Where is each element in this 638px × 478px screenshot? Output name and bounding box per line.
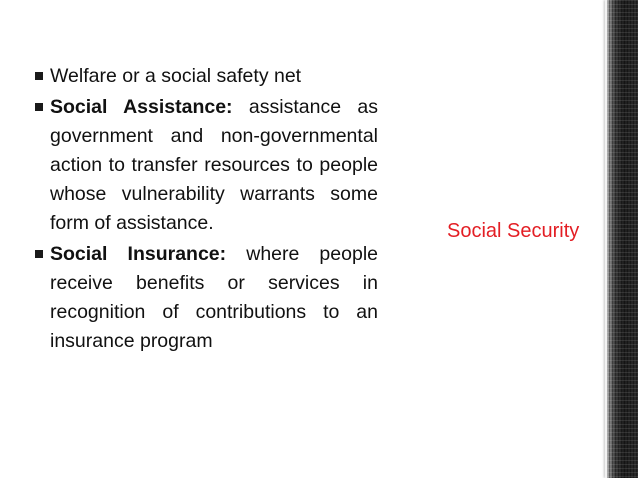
bullet-social-assistance: [34, 93, 378, 238]
bullet-term: Social Assistance:: [50, 96, 233, 118]
bullet-social-insurance: [34, 240, 378, 356]
decorative-edge-highlight: [605, 0, 607, 478]
bullet-text: where people receive benefits or services in recognition of contributions to an insurance program: [50, 243, 378, 352]
bullet-text: assistance as government and non-governmental action to transfer resources to people whose vulnerability warrants some form of assistance.: [50, 96, 379, 234]
bullet-list: [34, 62, 378, 356]
decorative-edge-strip: [606, 0, 638, 478]
square-bullet-icon: [35, 250, 43, 258]
bullet-welfare: [34, 62, 378, 91]
square-bullet-icon: [35, 72, 43, 80]
side-label: Social Security: [447, 220, 580, 242]
bullet-text: Welfare or a social safety net: [50, 65, 302, 87]
bullet-term: Social Insurance:: [50, 243, 227, 265]
square-bullet-icon: [35, 103, 43, 111]
